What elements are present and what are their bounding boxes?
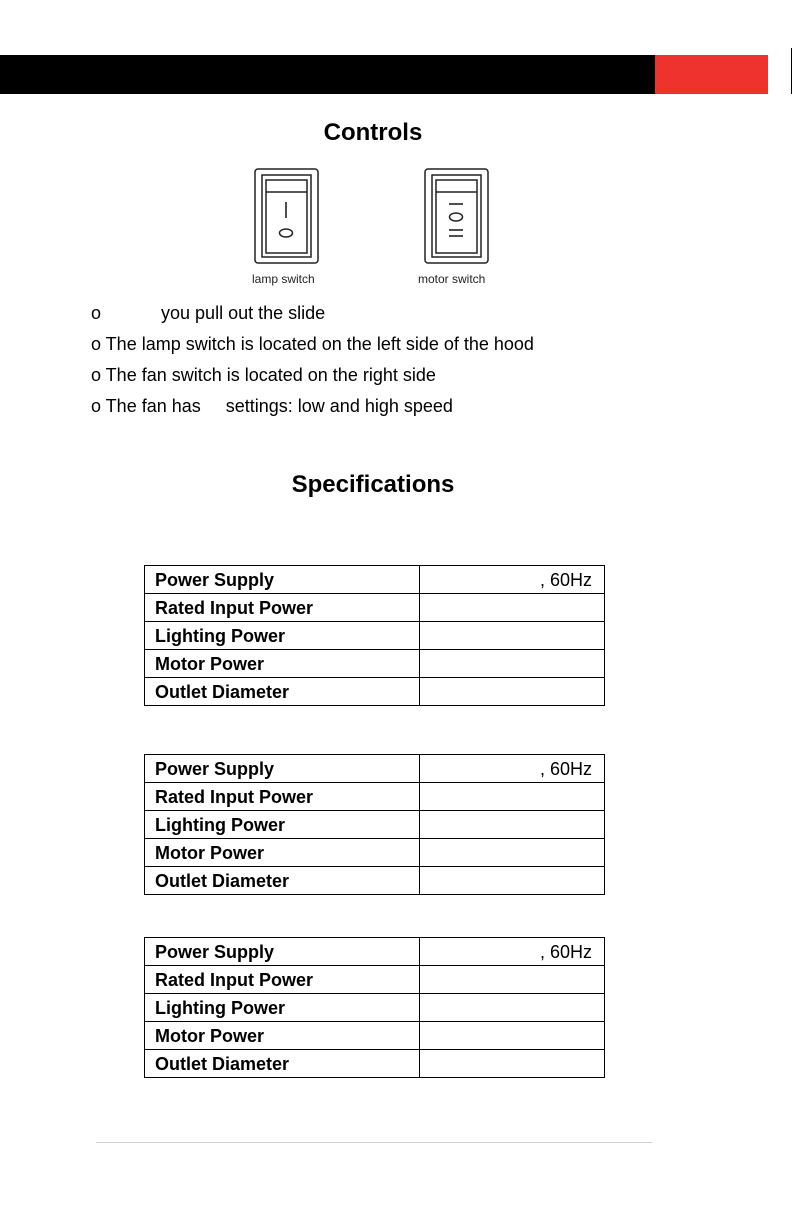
spec-row bbox=[145, 594, 605, 622]
footer-divider bbox=[96, 1142, 652, 1143]
spec-value: , 60Hz bbox=[420, 566, 605, 594]
spec-value bbox=[420, 811, 605, 839]
spec-value bbox=[420, 678, 605, 706]
header-bar bbox=[0, 55, 655, 94]
spec-label: Power Supply bbox=[145, 755, 420, 783]
spec-label: Power Supply bbox=[145, 938, 420, 966]
spec-label: Lighting Power bbox=[145, 811, 420, 839]
spec-row bbox=[145, 994, 605, 1022]
controls-bullet: o The fan switch is located on the right side bbox=[91, 365, 436, 385]
spec-row bbox=[145, 622, 605, 650]
spec-value bbox=[420, 867, 605, 895]
spec-row bbox=[145, 1022, 605, 1050]
spec-row bbox=[145, 966, 605, 994]
spec-value bbox=[420, 1022, 605, 1050]
header-accent-block bbox=[655, 55, 768, 94]
spec-row bbox=[145, 938, 605, 966]
spec-label: Outlet Diameter bbox=[145, 867, 420, 895]
specifications-title: Specifications bbox=[291, 471, 455, 498]
spec-value bbox=[420, 783, 605, 811]
spec-label: Motor Power bbox=[145, 650, 420, 678]
spec-table bbox=[144, 565, 605, 706]
motor-switch-icon bbox=[424, 168, 489, 264]
spec-value bbox=[420, 622, 605, 650]
spec-row bbox=[145, 650, 605, 678]
spec-label: Outlet Diameter bbox=[145, 1050, 420, 1078]
spec-value: , 60Hz bbox=[420, 938, 605, 966]
page-edge-mark bbox=[791, 48, 792, 94]
motor-switch-label: motor switch bbox=[418, 272, 486, 286]
spec-label: Outlet Diameter bbox=[145, 678, 420, 706]
spec-row bbox=[145, 678, 605, 706]
spec-value bbox=[420, 1050, 605, 1078]
spec-value bbox=[420, 594, 605, 622]
controls-title: Controls bbox=[323, 119, 423, 146]
spec-label: Rated Input Power bbox=[145, 594, 420, 622]
spec-label: Motor Power bbox=[145, 1022, 420, 1050]
spec-value bbox=[420, 966, 605, 994]
spec-label: Lighting Power bbox=[145, 622, 420, 650]
spec-row bbox=[145, 566, 605, 594]
controls-bullet: o you pull out the slide bbox=[91, 303, 326, 323]
lamp-switch-label: lamp switch bbox=[252, 272, 315, 286]
spec-label: Rated Input Power bbox=[145, 966, 420, 994]
spec-label: Motor Power bbox=[145, 839, 420, 867]
spec-value bbox=[420, 839, 605, 867]
spec-table bbox=[144, 754, 605, 895]
spec-row bbox=[145, 811, 605, 839]
spec-table bbox=[144, 937, 605, 1078]
spec-row bbox=[145, 839, 605, 867]
controls-bullet: o The lamp switch is located on the left side of the hood bbox=[91, 334, 534, 354]
spec-row bbox=[145, 867, 605, 895]
spec-value bbox=[420, 994, 605, 1022]
spec-row bbox=[145, 783, 605, 811]
spec-value bbox=[420, 650, 605, 678]
spec-label: Lighting Power bbox=[145, 994, 420, 1022]
controls-bullet: o The fan has settings: low and high speed bbox=[91, 396, 453, 416]
spec-label: Power Supply bbox=[145, 566, 420, 594]
spec-label: Rated Input Power bbox=[145, 783, 420, 811]
spec-row bbox=[145, 755, 605, 783]
spec-value: , 60Hz bbox=[420, 755, 605, 783]
spec-row bbox=[145, 1050, 605, 1078]
lamp-switch-icon bbox=[254, 168, 319, 264]
